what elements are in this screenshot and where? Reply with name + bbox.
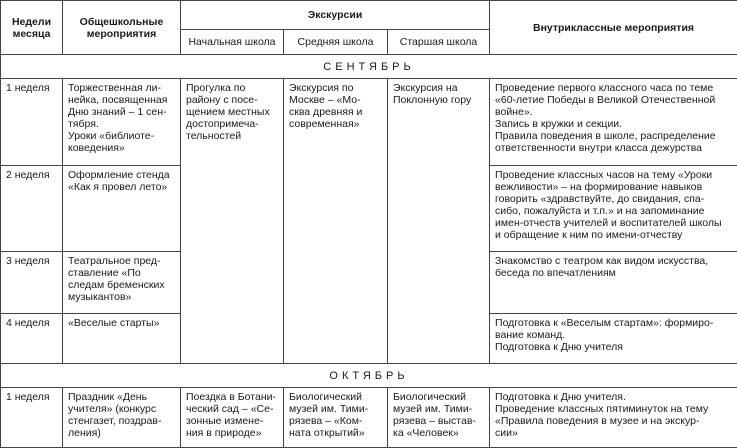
month-label: ОКТЯБРЬ [1,364,737,388]
header-extracurricular: Внутриклассные мероприятия [490,1,737,55]
week-cell: 2 неделя [1,166,63,252]
class-event-cell: Проведение классных часов на тему «Уроки вежливости» – на формирование навыков говорить «здравствуйте, до свидания, спа- сибо, пожалуйста и т.п.» и на запоминание имен-отчеств учителей и воспитателей школы и обращение к ним по имени-отчеству [490,166,737,252]
excursion-middle-cell: Экскурсия по Москве – «Мо- сква древняя и современная» [284,79,388,364]
week-cell: 3 неделя [1,252,63,314]
class-event-cell: Знакомство с театром как видом искусства, беседа по впечатлениям [490,252,737,314]
school-event-cell: «Веселые старты» [63,314,181,364]
class-event-cell: Подготовка к «Веселым стартам»: формиро- вание команд. Подготовка к Дню учителя [490,314,737,364]
table-row [1,388,737,448]
header-primary-school: Начальная школа [181,30,284,55]
excursion-primary-cell: Поездка в Ботани- ческий сад – «Се- зонные измене- ния в природе» [181,388,284,448]
month-row-september [1,55,737,79]
excursion-primary-cell: Прогулка по району с посе- щением местных достопримеча- тельностей [181,79,284,364]
school-event-cell: Театральное пред- ставление «По следам бременских музыкантов» [63,252,181,314]
header-excursions: Экскурсии [181,1,490,30]
week-cell: 1 неделя [1,388,63,448]
header-senior-school: Старшая школа [388,30,490,55]
school-event-cell: Оформление стенда «Как я провел лето» [63,166,181,252]
class-event-cell: Подготовка к Дню учителя. Проведение классных пятиминуток на тему «Правила поведения в музее и на экскур- сии» [490,388,737,448]
table-row [1,79,737,166]
excursion-senior-cell: Экскурсия на Поклонную гору [388,79,490,364]
header-school-events: Общешкольные мероприятия [63,1,181,55]
header-middle-school: Средняя школа [284,30,388,55]
excursion-senior-cell: Биологический музей им. Тими- рязева – выстав- ка «Человек» [388,388,490,448]
school-event-cell: Торжественная ли- нейка, посвященная Дню знаний – 1 сен- тября. Уроки «библиоте- коведения» [63,79,181,166]
week-cell: 4 неделя [1,314,63,364]
header-row [1,1,737,30]
class-event-cell: Проведение первого классного часа по теме «60-летие Победы в Великой Отечественной войне». Запись в кружки и секции. Правила поведения в школе, распределение ответственности внутри класса дежурства [490,79,737,166]
week-cell: 1 неделя [1,79,63,166]
excursion-middle-cell: Биологический музей им. Тими- рязева – «Ком- ната открытий» [284,388,388,448]
header-week: Недели месяца [1,1,63,55]
month-label: СЕНТЯБРЬ [1,55,737,79]
school-event-cell: Праздник «День учителя» (конкурс стенгазет, поздрав- ления) [63,388,181,448]
month-row-october [1,364,737,388]
